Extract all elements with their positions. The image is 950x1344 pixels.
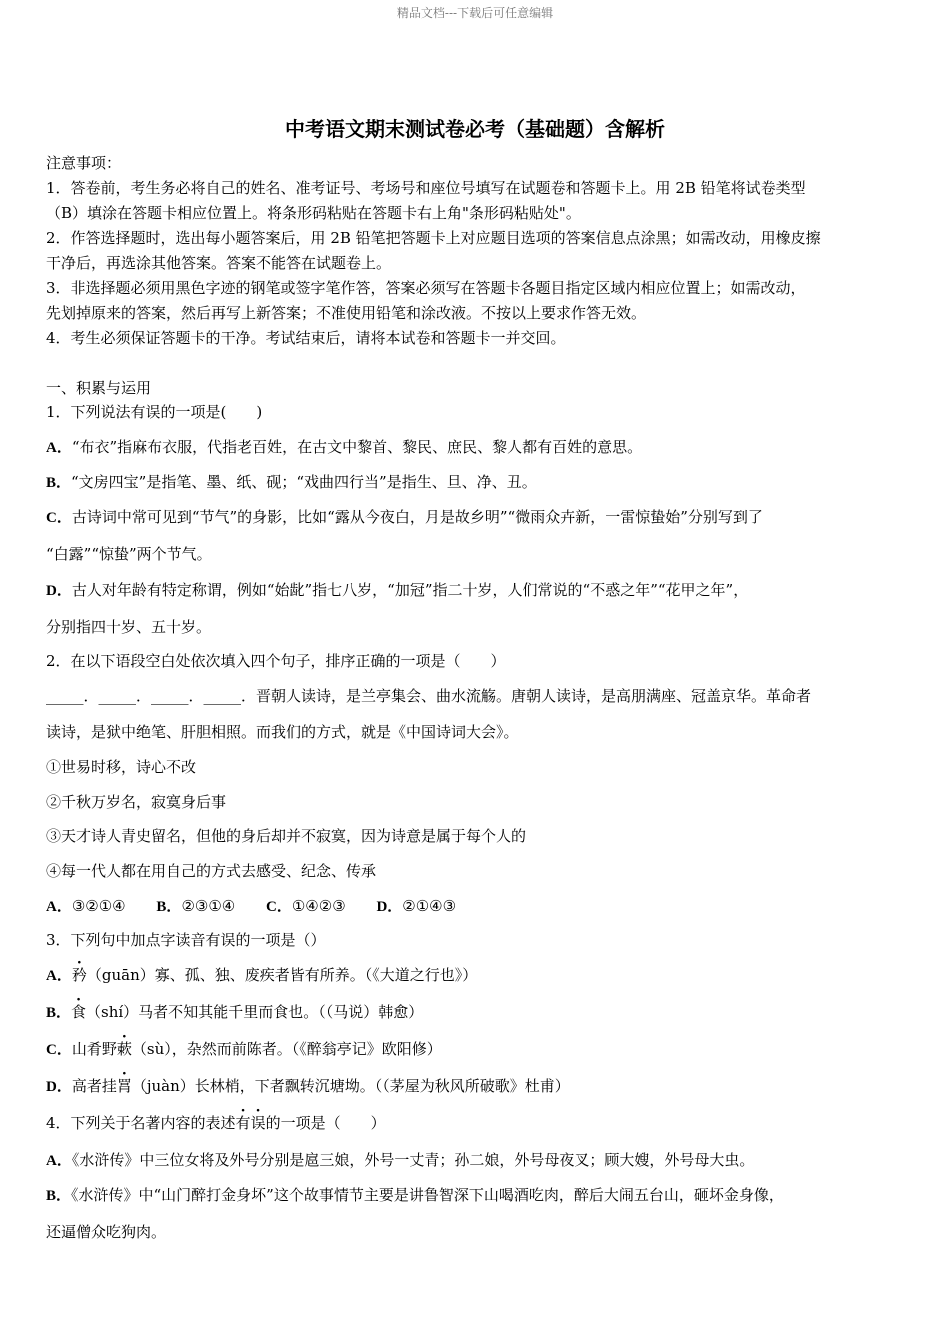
option-label: B． bbox=[156, 899, 182, 915]
option-text: ②①④③ bbox=[402, 897, 457, 915]
option-text: 高者挂 bbox=[71, 1077, 117, 1095]
notice-1-line-1: 1．答卷前，考生务必将自己的姓名、准考证号、考场号和座位号填写在试题卷和答题卡上。用 2B 铅笔将试卷类型 bbox=[46, 179, 806, 197]
option-label: C． bbox=[46, 1042, 72, 1058]
option-label: C． bbox=[266, 899, 292, 915]
dotted-character: 食 bbox=[71, 1003, 87, 1021]
dotted-character: 矜 bbox=[71, 966, 87, 984]
option-text: （shí）马者不知其能千里而食也。（（马说）韩愈） bbox=[86, 1003, 424, 1021]
option-text: ③②①④ bbox=[71, 897, 126, 915]
question-4 bbox=[46, 1113, 386, 1133]
option-text: 古诗词中常可见到“节气”的身影，比如“露从今夜白，月是故乡明”“微雨众卉新，一雷惊蛰始”分别写到了 bbox=[71, 508, 763, 526]
option-label: B． bbox=[46, 1005, 72, 1021]
option-text: 《水浒传》中“山门醉打金身坏”这个故事情节主要是讲鲁智深下山喝酒吃肉，醉后大闹五台山，砸坏金身像， bbox=[71, 1186, 784, 1204]
q1-option-c bbox=[46, 507, 763, 528]
option-text: 《水浒传》中三位女将及外号分别是扈三娘，外号一丈青；孙二娘，外号母夜叉；顾大嫂，外号母大虫。 bbox=[71, 1151, 755, 1169]
question-text: 4．下列关于名著内容的表述 bbox=[46, 1114, 236, 1132]
option-text: 古人对年龄有特定称谓，例如“始龀”指七八岁，“加冠”指二十岁，人们常说的“不惑之年”“花甲之年”， bbox=[71, 581, 749, 599]
q4-option-b-cont: 还逼僧众吃狗肉。 bbox=[46, 1223, 167, 1241]
option-text: 山肴野 bbox=[71, 1040, 117, 1058]
option-label: B． bbox=[46, 475, 72, 491]
q1-option-b bbox=[46, 472, 537, 493]
question-3: 3．下列句中加点字读音有误的一项是（） bbox=[46, 931, 326, 949]
option-label: D． bbox=[46, 583, 72, 599]
option-text: “文房四宝”是指笔、墨、纸、砚；“戏曲四行当”是指生、旦、净、丑。 bbox=[71, 473, 537, 491]
dotted-character: 误 bbox=[250, 1114, 266, 1132]
q2-sentence-2: ②千秋万岁名，寂寞身后事 bbox=[46, 793, 227, 811]
option-label: D． bbox=[46, 1079, 72, 1095]
option-text: （juàn）长林梢，下者飘转沉塘坳。（（茅屋为秋风所破歌》杜甫） bbox=[131, 1077, 570, 1095]
q3-option-b bbox=[46, 1002, 423, 1023]
question-1: 1．下列说法有误的一项是( ) bbox=[46, 403, 263, 421]
q4-option-b bbox=[46, 1185, 784, 1206]
option-text: （guān）寡、孤、独、废疾者皆有所养。（《大道之行也》） bbox=[86, 966, 478, 984]
q2-sentence-1: ①世易时移，诗心不改 bbox=[46, 758, 197, 776]
q3-option-c bbox=[46, 1039, 442, 1060]
notice-4: 4．考生必须保证答题卡的干净。考试结束后，请将本试卷和答题卡一并交回。 bbox=[46, 329, 566, 347]
dotted-character: 蔌 bbox=[116, 1040, 132, 1058]
notice-3-line-2: 先划掉原来的答案，然后再写上新答案；不准使用铅笔和涂改液。不按以上要求作答无效。 bbox=[46, 304, 647, 322]
option-label: D． bbox=[376, 899, 403, 915]
q2-passage-line-2: 读诗，是狱中绝笔、肝胆相照。而我们的方式，就是《中国诗词大会》。 bbox=[46, 723, 519, 741]
q3-option-d bbox=[46, 1076, 570, 1097]
question-2: 2．在以下语段空白处依次填入四个句子，排序正确的一项是（ ） bbox=[46, 652, 506, 670]
dotted-character: 有 bbox=[235, 1114, 251, 1132]
q1-option-d bbox=[46, 580, 748, 601]
notice-heading: 注意事项： bbox=[46, 154, 122, 172]
option-label: A． bbox=[46, 899, 72, 915]
option-label: C． bbox=[46, 510, 72, 526]
notice-3-line-1: 3．非选择题必须用黑色字迹的钢笔或签字笔作答，答案必须写在答题卡各题目指定区域内相应位置上；如需改动， bbox=[46, 279, 806, 297]
q2-sentence-4: ④每一代人都在用自己的方式去感受、纪念、传承 bbox=[46, 862, 377, 880]
option-label: A． bbox=[46, 1153, 72, 1169]
q3-option-a bbox=[46, 965, 477, 986]
option-text: （sù），杂然而前陈者。（《醉翁亭记》欧阳修） bbox=[131, 1040, 442, 1058]
option-text: ②③①④ bbox=[181, 897, 236, 915]
q1-option-c-cont: “白露”“惊蛰”两个节气。 bbox=[46, 545, 212, 563]
option-text: “布衣”指麻布衣服，代指老百姓，在古文中黎首、黎民、庶民、黎人都有百姓的意思。 bbox=[71, 438, 643, 456]
notice-1-line-2: （B）填涂在答题卡相应位置上。将条形码粘贴在答题卡右上角"条形码粘贴处"。 bbox=[46, 204, 581, 222]
q2-sentence-3: ③天才诗人青史留名，但他的身后却并不寂寞，因为诗意是属于每个人的 bbox=[46, 827, 527, 845]
q2-options bbox=[46, 896, 456, 917]
q4-option-a bbox=[46, 1150, 754, 1171]
option-label: B． bbox=[46, 1188, 72, 1204]
notice-2-line-2: 干净后，再选涂其他答案。答案不能答在试题卷上。 bbox=[46, 254, 392, 272]
dotted-character: 罥 bbox=[116, 1077, 132, 1095]
notice-2-line-1: 2．作答选择题时，选出每小题答案后，用 2B 铅笔把答题卡上对应题目选项的答案信息点涂黑；如需改动，用橡皮擦 bbox=[46, 229, 821, 247]
option-label: A． bbox=[46, 440, 72, 456]
q1-option-d-cont: 分别指四十岁、五十岁。 bbox=[46, 618, 212, 636]
q1-option-a bbox=[46, 437, 642, 458]
header-watermark: 精品文档---下载后可任意编辑 bbox=[396, 6, 554, 20]
option-label: A． bbox=[46, 968, 72, 984]
option-text: ①④②③ bbox=[291, 897, 346, 915]
q2-passage-line-1: _____．_____．_____．_____．晋朝人读诗，是兰亭集会、曲水流觞。唐朝人读诗，是高朋满座、冠盖京华。革命者 bbox=[46, 687, 812, 705]
question-text: 的一项是（ ） bbox=[265, 1114, 386, 1132]
page-title: 中考语文期末测试卷必考（基础题）含解析 bbox=[285, 117, 665, 141]
section-heading: 一、积累与运用 bbox=[46, 379, 152, 397]
